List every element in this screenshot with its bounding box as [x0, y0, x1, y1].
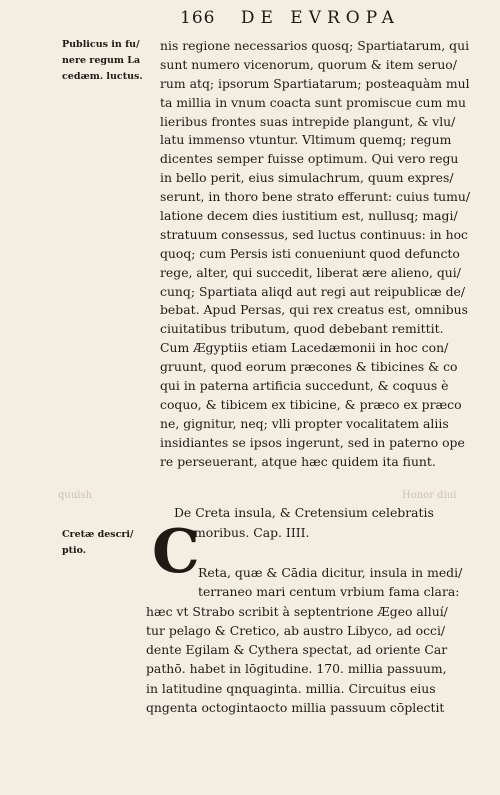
- page-number: 166: [180, 8, 216, 28]
- text-line: gruunt, quod eorum præcones & tibicines & co: [160, 359, 458, 375]
- text-line: qui in paterna artificia succedunt, & coquus è: [160, 378, 449, 394]
- text-line: insidiantes se ipsos ingerunt, sed in paterno ope: [160, 434, 465, 450]
- text-line: quoq; cum Persis isti conueniunt quod defuncto: [160, 245, 460, 261]
- margin-note-funeral: [62, 37, 162, 85]
- text-line: lieribus frontes suas intrepide plangunt, & vlu/: [160, 113, 456, 129]
- bleed-through-text: Honor diui: [402, 490, 457, 501]
- text-line: ciuitatibus tributum, quod debebant remittit.: [160, 321, 444, 337]
- text-line: serunt, in thoro bene strato efferunt: cuius tumu/: [160, 189, 471, 205]
- running-header: [180, 8, 480, 28]
- margin-note-line: cedæm. luctus.: [62, 71, 143, 82]
- text-line: dente Egilam & Cythera spectat, ad oriente Car: [146, 642, 448, 658]
- chapter-heading-line: moribus. Cap. IIII.: [194, 525, 310, 540]
- text-line: in bello perit, eius simulachrum, quum expres/: [160, 170, 454, 186]
- text-line: Reta, quæ & Cādia dicitur, insula in medi/: [198, 565, 463, 580]
- text-line: qngenta octogintaocto millia passuum cōplectit: [146, 700, 445, 716]
- text-line: coquo, & tibicem ex tibicine, & præco ex præco: [160, 396, 462, 412]
- drop-cap: C: [152, 517, 200, 587]
- body-text: [160, 37, 488, 471]
- text-line: in latitudine qnquaginta. millia. Circuitus eius: [146, 680, 436, 696]
- text-line: bebat. Apud Persas, qui rex creatus est, omnibus: [160, 302, 468, 318]
- text-line: stratuum consessus, sed luctus continuus: in hoc: [160, 226, 468, 242]
- text-line: dicentes semper fuisse optimum. Qui vero regu: [160, 151, 459, 167]
- text-line: sunt numero vicenorum, quorum & item seruo/: [160, 56, 457, 72]
- margin-note-line: ptio.: [62, 545, 87, 556]
- margin-note-line: Publicus in fu/: [62, 39, 140, 50]
- text-line: latu immenso vtuntur. Vltimum quemq; regum: [160, 132, 452, 148]
- bleed-through-text: quulsh: [58, 490, 93, 501]
- margin-note-line: nere regum La: [62, 55, 141, 66]
- running-title: DE EVROPA: [240, 8, 400, 28]
- margin-note-crete: [62, 527, 162, 559]
- text-line: ta millia in vnum coacta sunt promiscue cum mu: [160, 94, 466, 110]
- text-line: terraneo mari centum vrbium fama clara:: [198, 584, 460, 600]
- text-line: cunq; Spartiata aliqd aut regi aut reipublicæ de/: [160, 283, 466, 299]
- section-text: [146, 563, 488, 717]
- text-line: rum atq; ipsorum Spartiatarum; posteaquàm mul: [160, 75, 470, 91]
- text-line: tur pelago & Cretico, ab austro Libyco, ad occi/: [146, 622, 446, 638]
- text-line: nis regione necessarios quosq; Spartiatarum, qui: [160, 38, 470, 53]
- chapter-heading: [174, 503, 488, 543]
- chapter-heading-line: De Creta insula, & Cretensium celebratis: [174, 505, 434, 520]
- text-line: re perseuerant, atque hæc quidem ita fiunt.: [160, 453, 436, 469]
- text-line: latione decem dies iustitium est, nullusq; magi/: [160, 208, 458, 224]
- text-line: pathō. habet in lōgitudine. 170. millia passuum,: [146, 661, 447, 677]
- text-line: hæc vt Strabo scribit à septentrione Ægeo alluí/: [146, 603, 448, 619]
- text-line: rege, alter, qui succedit, liberat ære alieno, qui/: [160, 264, 461, 280]
- margin-note-line: Cretæ descri/: [62, 529, 134, 540]
- text-line: ne, gignitur, neq; vlli propter vocalitatem aliis: [160, 415, 449, 431]
- text-line: Cum Ægyptiis etiam Lacedæmonii in hoc con/: [160, 340, 449, 356]
